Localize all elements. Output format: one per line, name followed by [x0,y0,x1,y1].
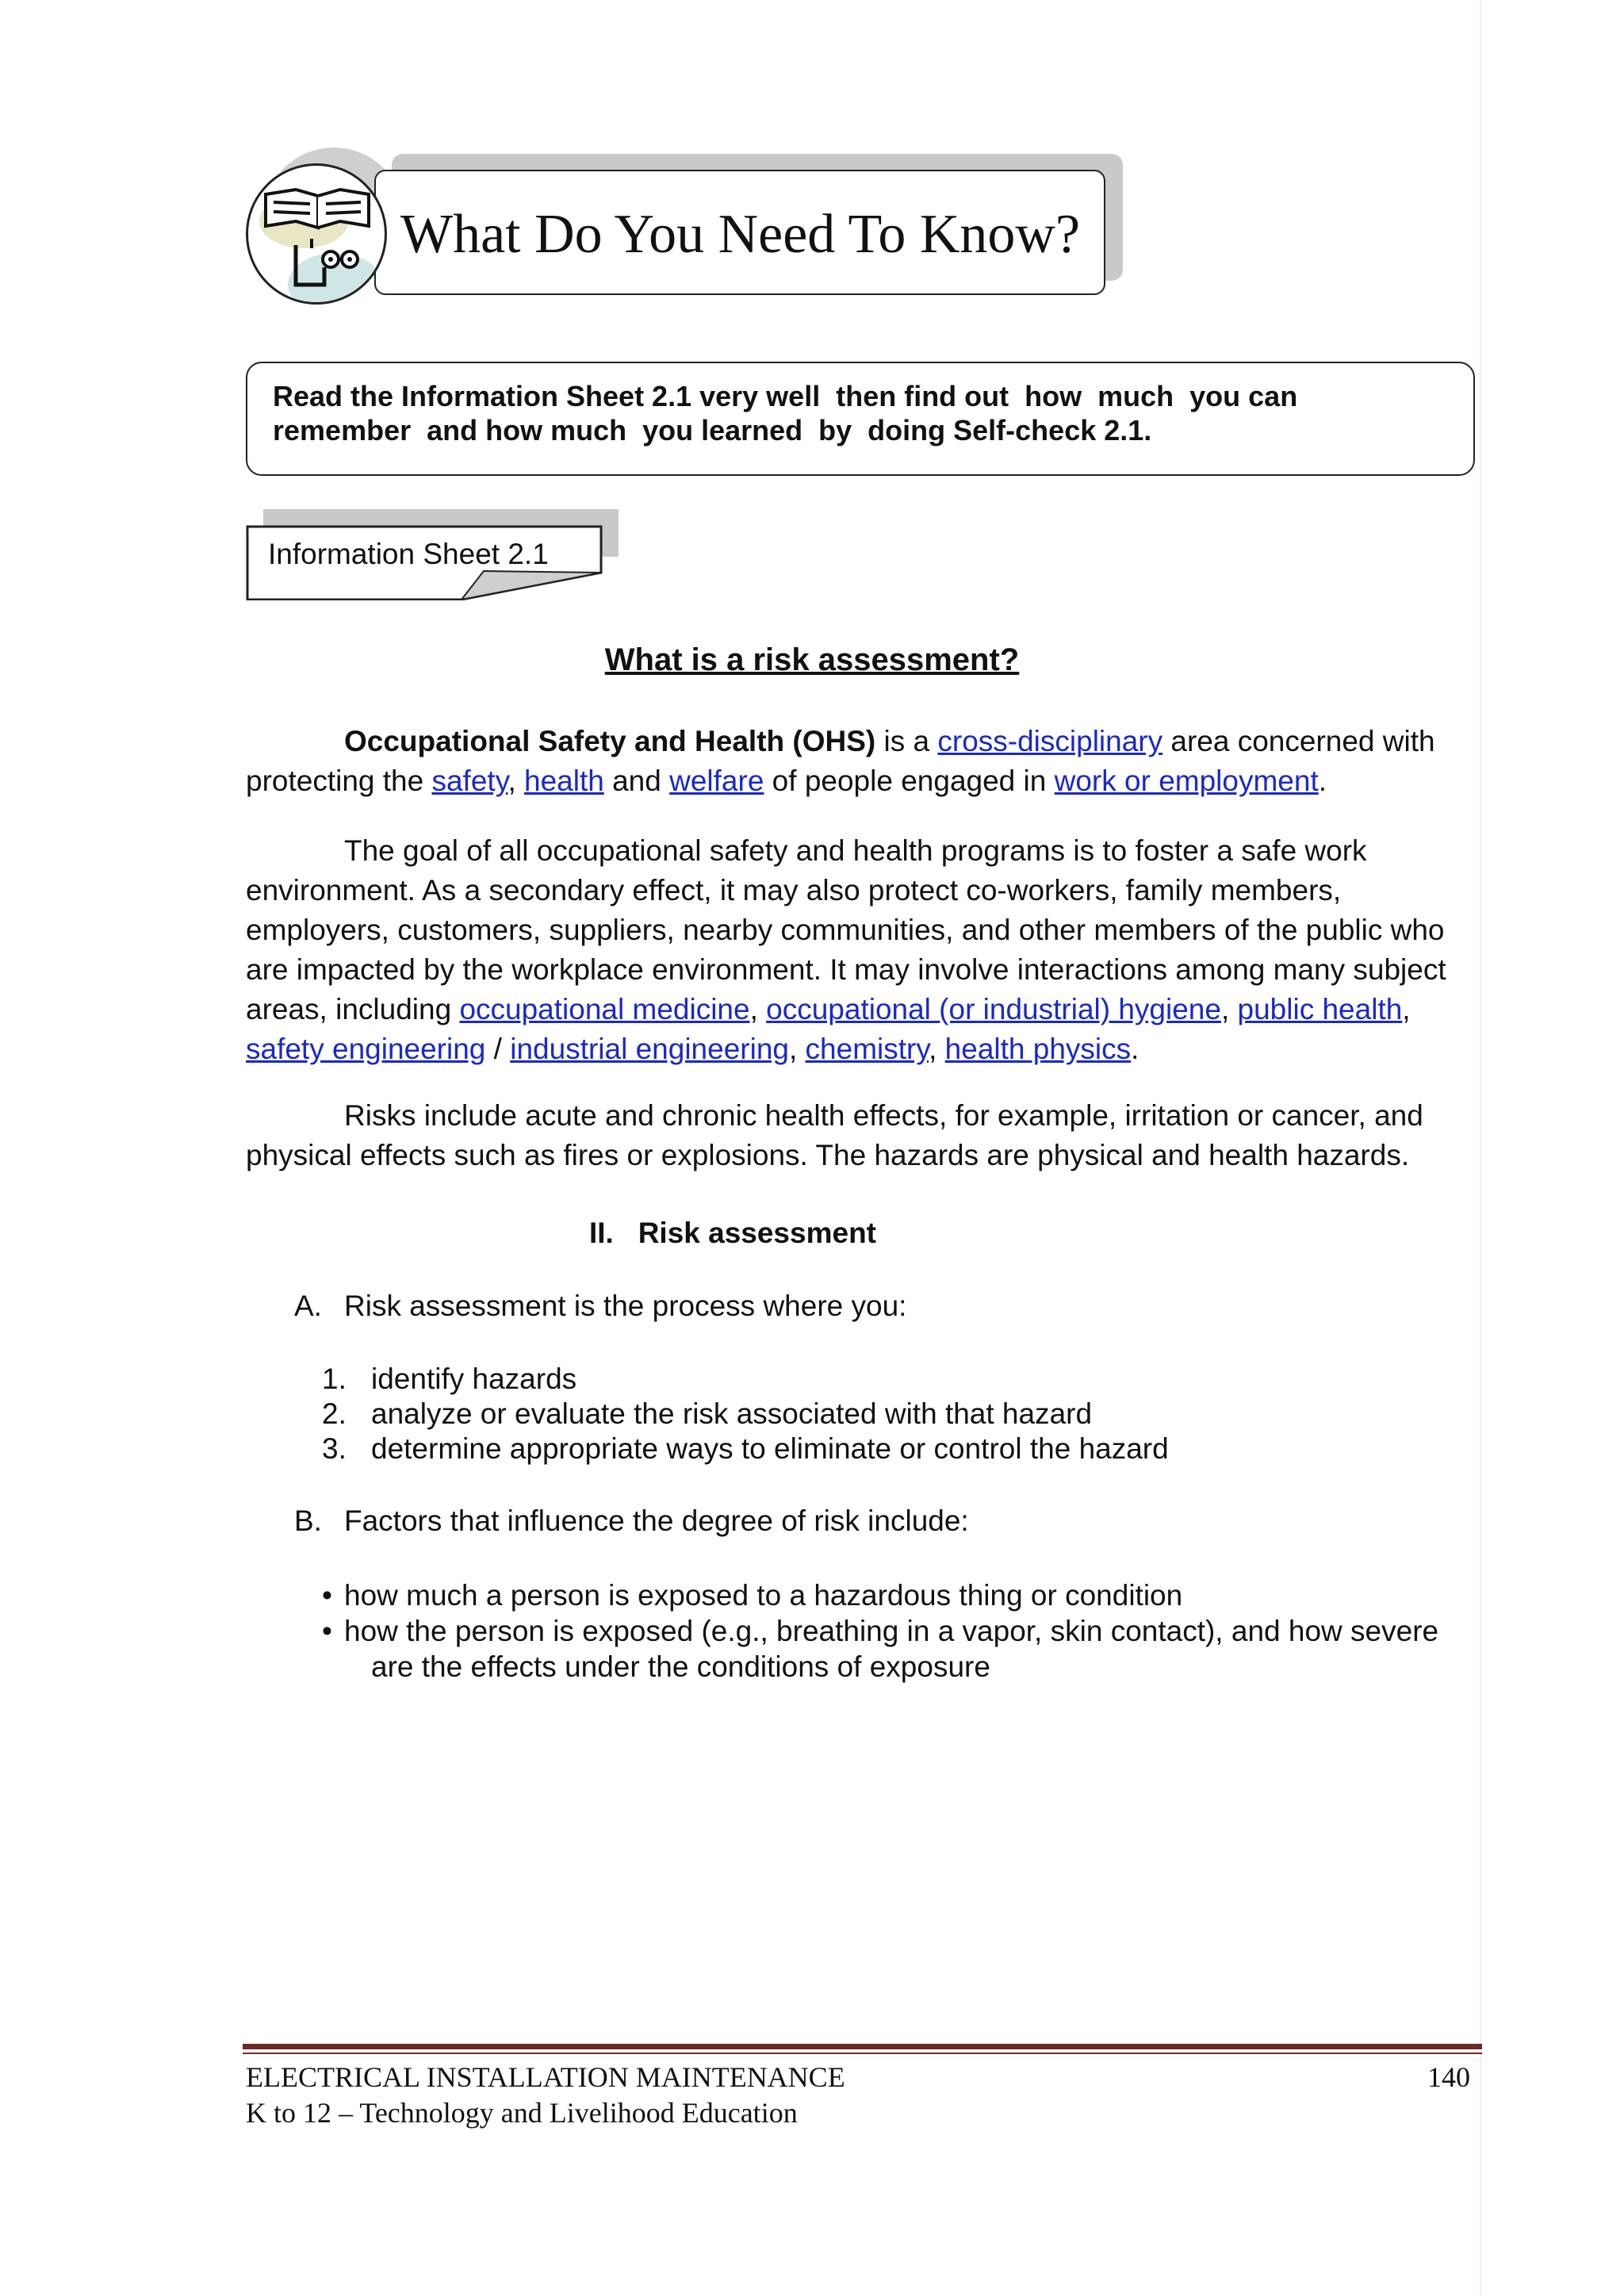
text: , [1402,993,1411,1025]
instruction-line-2: remember and how much you learned by doing Self-check 2.1. [273,414,1152,447]
footer-rule [243,2044,1482,2049]
section-number: II. [589,1217,614,1249]
link-cross-disciplinary[interactable]: cross-disciplinary [937,725,1163,757]
paragraph-ohs [246,722,1477,801]
paragraph-goal [246,831,1477,1069]
step-item: determine appropriate ways to eliminate or control the hazard [371,1432,1169,1465]
section-ii-heading [589,1217,876,1250]
text: , [749,993,767,1025]
text: of people engaged in [764,765,1055,797]
ohs-term: Occupational Safety and Health (OHS) [344,725,876,757]
instruction-box [246,362,1475,476]
step-number: 1. [322,1363,347,1395]
list-marker-a: A. [294,1290,322,1322]
page-title: What Do You Need To Know? [400,204,1081,265]
link-safety[interactable]: safety [431,765,508,797]
link-health[interactable]: health [524,765,604,797]
link-work-or-employment[interactable]: work or employment [1054,765,1319,797]
list-item-a: Risk assessment is the process where you: [344,1290,907,1322]
instruction-line-1: Read the Information Sheet 2.1 very well then find out how much you can [273,380,1298,412]
section-title: Risk assessment [638,1217,876,1249]
paragraph-risks: Risks include acute and chronic health effects, for example, irritation or cancer, and physical effects such as fires or explosions. The hazards are physical and health hazards. [246,1099,1423,1171]
link-occupational-hygiene[interactable]: occupational (or industrial) hygiene [766,993,1221,1025]
list-item-b: Factors that influence the degree of risk include: [344,1504,969,1537]
text: / [485,1033,511,1065]
reading-person-icon [246,163,387,305]
bullet-item: how much a person is exposed to a hazardous thing or condition [344,1579,1183,1612]
step-number: 3. [322,1432,347,1465]
footer-course: ELECTRICAL INSTALLATION MAINTENANCE [246,2061,845,2093]
text: area concerned with protecting the [246,725,1435,797]
bullet-item: how the person is exposed (e.g., breathing in a vapor, skin contact), and how severe [344,1615,1439,1647]
link-welfare[interactable]: welfare [669,765,764,797]
text: is a [875,725,938,757]
link-safety-engineering[interactable]: safety engineering [246,1033,486,1065]
bullet-item-continuation: are the effects under the conditions of exposure [371,1650,990,1683]
step-item: analyze or evaluate the risk associated with that hazard [371,1397,1093,1430]
bullet-icon: • [322,1615,332,1647]
footer-program: K to 12 – Technology and Livelihood Education [246,2097,798,2129]
list-marker-b: B. [294,1504,322,1537]
text: , [1220,993,1238,1025]
link-industrial-engineering[interactable]: industrial engineering [510,1033,789,1065]
link-public-health[interactable]: public health [1237,993,1403,1025]
text: , [929,1033,945,1065]
link-health-physics[interactable]: health physics [944,1033,1132,1065]
bullet-icon: • [322,1579,332,1612]
text: and [603,765,670,797]
scan-edge-line [1480,0,1481,2296]
page-number: 140 [1427,2061,1470,2093]
text: . [1318,765,1327,797]
footer-rule-thin [243,2053,1482,2054]
text: , [508,765,525,797]
step-item: identify hazards [371,1363,577,1395]
section-heading-risk-assessment: What is a risk assessment? [604,642,1020,677]
text: The goal of all occupational safety and health programs is to foster a safe work environment. As a secondary effect, it may also protect co-workers, family members, employers, customers, suppliers, nearby communities, and other members of the public who are impacted by the workplace environment. It may involve interactions among many subject areas, including [246,834,1446,1025]
link-chemistry[interactable]: chemistry [805,1033,929,1065]
text: . [1131,1033,1139,1065]
link-occupational-medicine[interactable]: occupational medicine [459,993,750,1025]
text: , [788,1033,806,1065]
step-number: 2. [322,1397,347,1430]
info-sheet-label: Information Sheet 2.1 [268,538,549,570]
